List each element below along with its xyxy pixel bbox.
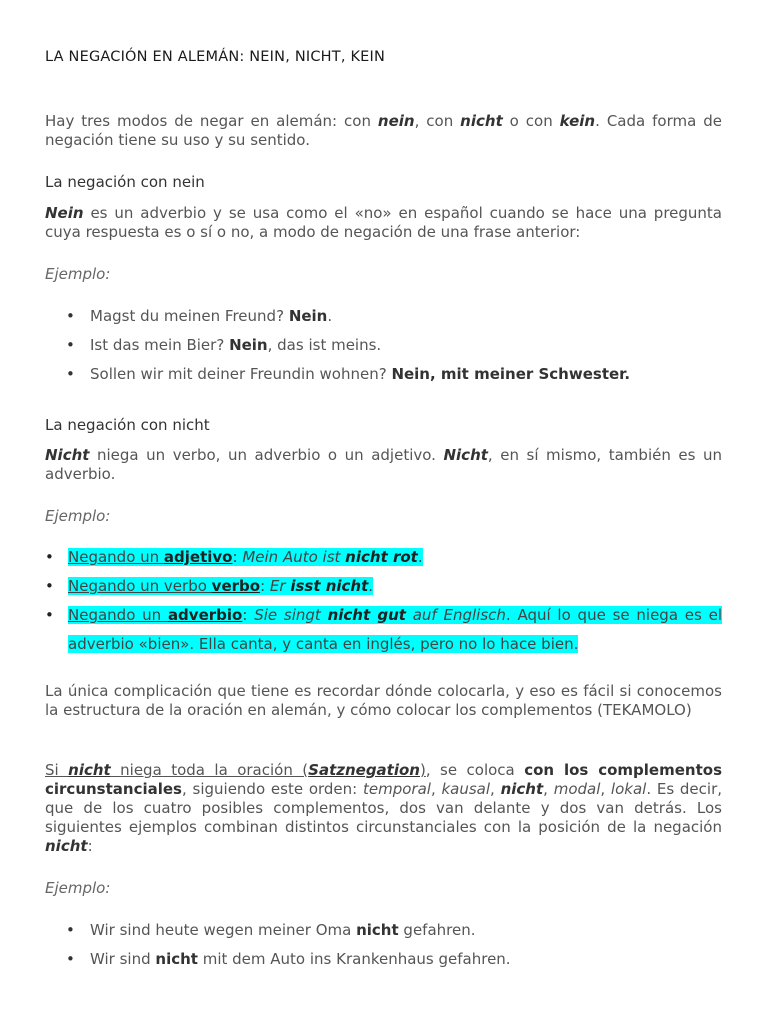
satz-underlined: Si (45, 761, 69, 779)
example-label: Ejemplo: (45, 879, 111, 897)
example-label: Ejemplo: (45, 265, 111, 283)
nicht-text: niega un verbo, un adverbio o un adjetivo. (89, 446, 444, 464)
intro-text: . Cada forma de negación tiene su uso y su sentido. (45, 112, 722, 149)
satz-italic: temporal (362, 780, 431, 798)
item-underlined: Negando un (68, 548, 164, 566)
item-text: Ist das mein Bier? (90, 336, 230, 354)
item-text: Magst du meinen Freund? (90, 307, 289, 325)
highlighted-example (68, 577, 373, 595)
nein-term: Nein (45, 204, 84, 222)
satz-italic: lokal (610, 780, 647, 798)
nein-paragraph (45, 204, 722, 242)
nicht-term: Nicht (443, 446, 488, 464)
satz-underlined: ) (419, 761, 426, 779)
intro-text: o con (502, 112, 560, 130)
item-underlined-bold: verbo (211, 577, 261, 595)
satz-bold: con los complementos circunstanciales (45, 761, 722, 798)
final-example-list (45, 921, 722, 979)
list-item (45, 601, 722, 659)
satz-text: , siguiendo este orden: (181, 780, 363, 798)
item-text: Wir sind heute wegen meiner Oma (90, 921, 357, 939)
highlighted-example (68, 606, 722, 653)
satz-text: : (87, 837, 93, 855)
nein-text: es un adverbio y se usa como el «no» en español cuando se hace una pregunta cuya respuesta es o sí o no, a modo de negación de una frase anterior: (45, 204, 722, 241)
satz-bold-italic: nicht (500, 780, 544, 798)
item-end: . Aquí lo que se niega es el adverbio «bien». Ella canta, y canta en inglés, pero no lo hace bien. (68, 606, 723, 653)
item-colon: : (260, 577, 270, 595)
section-heading-nicht: La negación con nicht (45, 416, 210, 434)
satz-text: , se coloca (425, 761, 525, 779)
item-text: Sollen wir mit deiner Freundin wohnen? (90, 365, 392, 383)
intro-kein: kein (559, 112, 596, 130)
item-underlined-bold: adjetivo (163, 548, 233, 566)
nicht-text: , en sí mismo, también es un adverbio. (45, 446, 722, 483)
item-underlined: Negando un (68, 606, 168, 624)
item-after: gefahren. (398, 921, 476, 939)
satz-text: , (490, 780, 501, 798)
list-item (45, 572, 722, 601)
page-title: LA NEGACIÓN EN ALEMÁN: NEIN, NICHT, KEIN (45, 49, 386, 65)
satz-text: . Es decir, que de los cuatro posibles complementos, dos van delante y dos van detrás. Los siguientes ejemplos combinan distintos circunstanciales con la posición de la negación (45, 780, 723, 836)
highlighted-example (68, 548, 423, 566)
intro-text: Hay tres modos de negar en alemán: con (45, 112, 378, 130)
section-heading-nein: La negación con nein (45, 173, 205, 191)
list-item (45, 365, 722, 394)
satz-text: , (543, 780, 554, 798)
item-italic: Er (269, 577, 291, 595)
intro-nicht: nicht (460, 112, 503, 130)
item-colon: : (232, 548, 243, 566)
item-after: . (327, 307, 333, 325)
item-after: mit dem Auto ins Krankenhaus gefahren. (197, 950, 511, 968)
satz-satznegation: Satznegation (308, 761, 420, 779)
nein-example-list (45, 307, 722, 394)
item-italic: Sie singt (254, 606, 328, 624)
intro-paragraph (45, 112, 722, 150)
item-colon: : (242, 606, 255, 624)
list-item (45, 950, 722, 979)
item-bold-italic: nicht rot (345, 548, 418, 566)
nicht-example-list (45, 543, 722, 659)
example-label: Ejemplo: (45, 507, 111, 525)
item-italic: auf Englisch (405, 606, 506, 624)
satz-italic: kausal (441, 780, 491, 798)
nicht-paragraph (45, 446, 722, 484)
item-italic: Mein Auto ist (242, 548, 346, 566)
satz-text: , (430, 780, 442, 798)
satz-underlined: niega toda la oración ( (110, 761, 309, 779)
nicht-term: Nicht (45, 446, 90, 464)
item-bold-italic: isst nicht (290, 577, 369, 595)
item-bold: Nein (288, 307, 328, 325)
item-underlined-bold: adverbio (167, 606, 243, 624)
satz-bold-italic: nicht (45, 837, 88, 855)
list-item (45, 543, 722, 572)
satz-paragraph (45, 761, 722, 856)
item-end: . (368, 577, 374, 595)
complicacion-paragraph: La única complicación que tiene es recordar dónde colocarla, y eso es fácil si conocemos la estructura de la oración en alemán, y cómo colocar los complementos (TEKAMOLO) (45, 682, 722, 719)
item-bold: Nein, mit meiner Schwester. (391, 365, 631, 383)
item-after: , das ist meins. (267, 336, 382, 354)
item-underlined: Negando un verbo (68, 577, 212, 595)
item-text: Wir sind (90, 950, 156, 968)
item-bold: nicht (155, 950, 198, 968)
list-item (45, 307, 722, 336)
intro-nein: nein (377, 112, 415, 130)
satz-nicht: nicht (68, 761, 111, 779)
item-bold-italic: nicht gut (327, 606, 406, 624)
list-item (45, 336, 722, 365)
satz-italic: modal (553, 780, 601, 798)
item-bold: nicht (356, 921, 399, 939)
item-bold: Nein (229, 336, 268, 354)
list-item (45, 921, 722, 950)
satz-text: , (600, 780, 611, 798)
intro-text: , con (414, 112, 461, 130)
item-end: . (417, 548, 423, 566)
